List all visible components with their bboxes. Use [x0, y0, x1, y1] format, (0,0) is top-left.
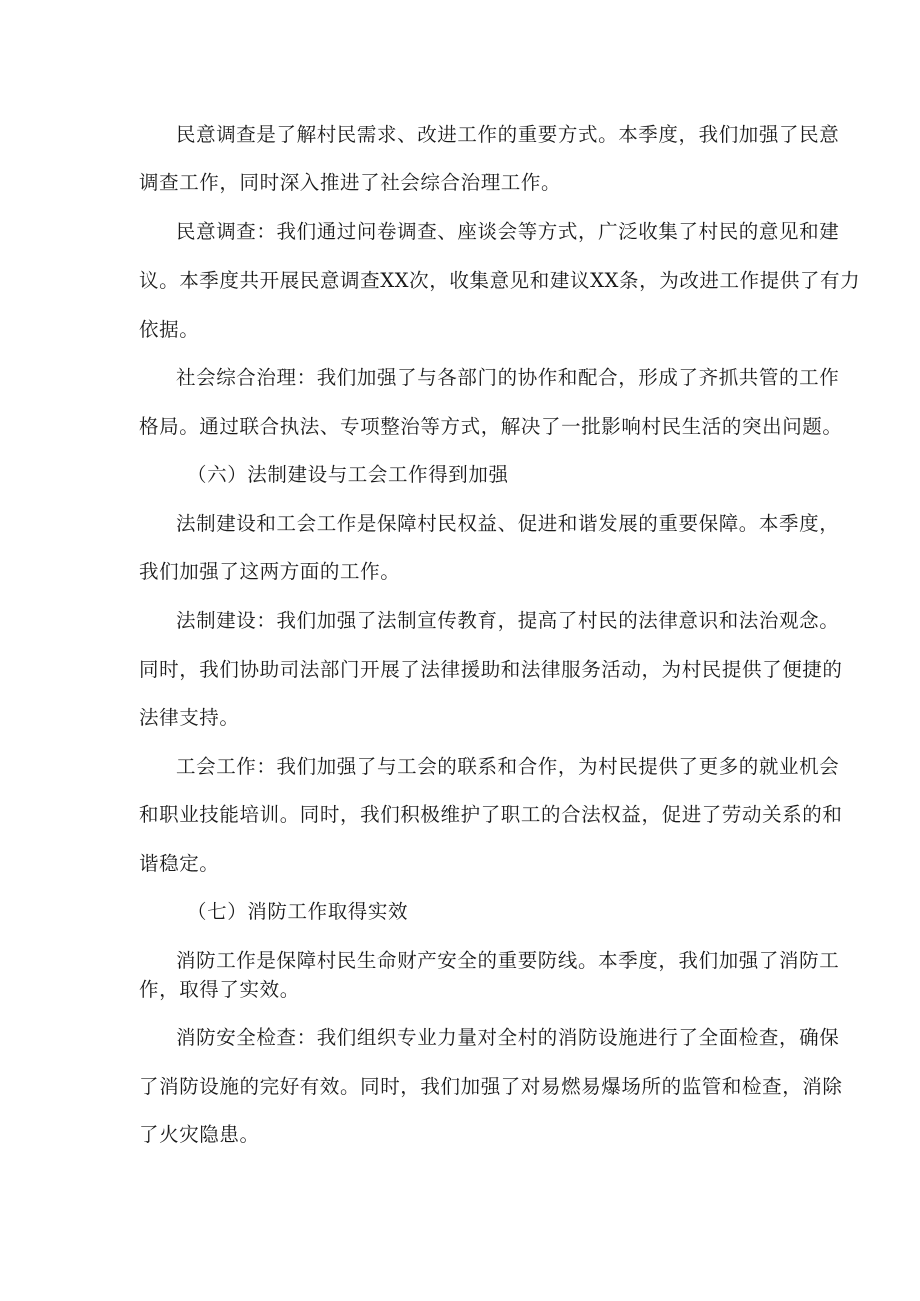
paragraph-2-line-1: 民意调查：我们通过问卷调查、座谈会等方式，广泛收集了村民的意见和建 [176, 220, 840, 243]
paragraph-6-line-1: 工会工作：我们加强了与工会的联系和合作，为村民提供了更多的就业机会 [176, 755, 840, 778]
paragraph-1-line-1: 民意调查是了解村民需求、改进工作的重要方式。本季度，我们加强了民意 [176, 123, 840, 146]
paragraph-5-line-3: 法律支持。 [139, 706, 240, 729]
paragraph-3-line-2: 格局。通过联合执法、专项整治等方式，解决了一批影响村民生活的突出问题。 [139, 415, 843, 438]
paragraph-7-line-1: 消防工作是保障村民生命财产安全的重要防线。本季度，我们加强了消防工 [176, 949, 840, 972]
paragraph-5-line-1: 法制建设：我们加强了法制宣传教育，提高了村民的法律意识和法治观念。 [176, 609, 840, 632]
paragraph-7-line-2: 作，取得了实效。 [139, 978, 300, 1001]
paragraph-5-line-2: 同时，我们协助司法部门开展了法律援助和法律服务活动，为村民提供了便捷的 [139, 658, 843, 681]
paragraph-2-line-3: 依据。 [139, 318, 200, 341]
paragraph-2-line-2: 议。本季度共开展民意调查XX次，收集意见和建议XX条，为改进工作提供了有力 [139, 269, 861, 292]
paragraph-8-line-3: 了火灾隐患。 [139, 1123, 260, 1146]
section-heading-7: （七）消防工作取得实效 [187, 900, 409, 923]
paragraph-6-line-3: 谐稳定。 [139, 852, 220, 875]
paragraph-1-line-2: 调查工作，同时深入推进了社会综合治理工作。 [139, 171, 562, 194]
paragraph-3-line-1: 社会综合治理：我们加强了与各部门的协作和配合，形成了齐抓共管的工作 [176, 366, 840, 389]
paragraph-6-line-2: 和职业技能培训。同时，我们积极维护了职工的合法权益，促进了劳动关系的和 [139, 803, 843, 826]
section-heading-6: （六）法制建设与工会工作得到加强 [187, 463, 509, 486]
paragraph-4-line-2: 我们加强了这两方面的工作。 [139, 560, 401, 583]
paragraph-4-line-1: 法制建设和工会工作是保障村民权益、促进和谐发展的重要保障。本季度， [176, 512, 840, 535]
paragraph-8-line-2: 了消防设施的完好有效。同时，我们加强了对易燃易爆场所的监管和检查，消除 [139, 1075, 843, 1098]
paragraph-8-line-1: 消防安全检查：我们组织专业力量对全村的消防设施进行了全面检查，确保 [176, 1026, 840, 1049]
